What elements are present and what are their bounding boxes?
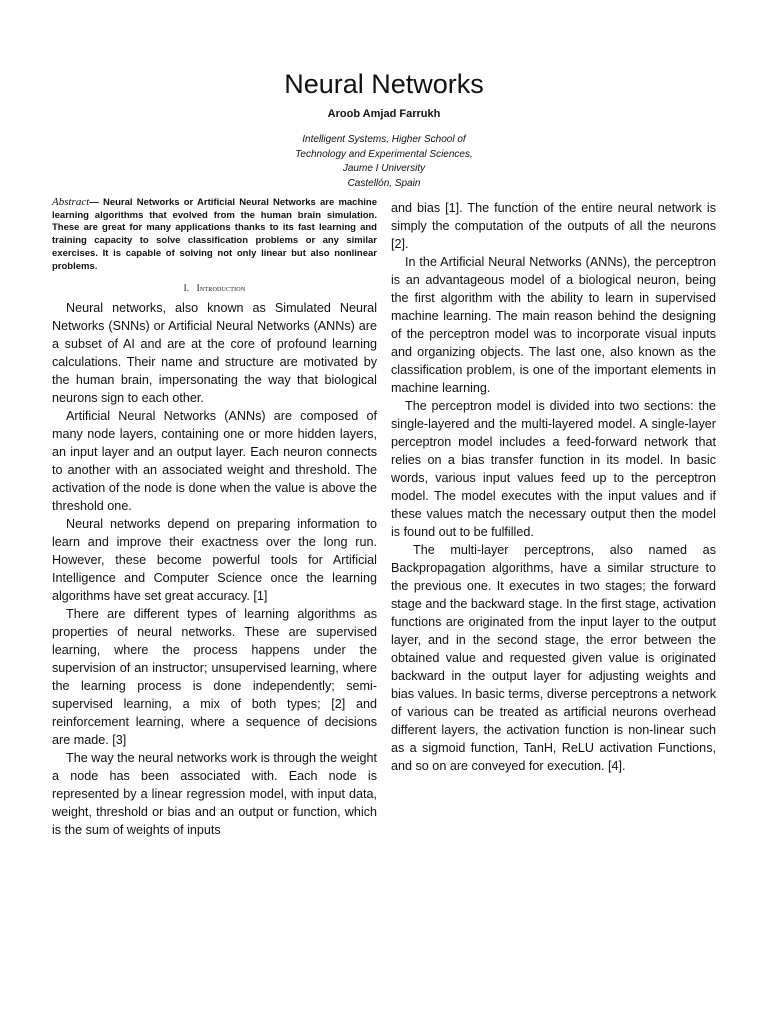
abstract-separator: — (89, 197, 99, 208)
left-column (52, 196, 377, 839)
paper-title: Neural Networks (284, 69, 484, 99)
section-heading (52, 283, 377, 293)
abstract-text: Neural Networks or Artificial Neural Networks are machine learning algorithms that evolved from the human brain simulation. These are great for many applications thanks to its fast learning and training capacity to solve classification problems or any similar exercises. It is capable of solving not only linear but also nonlinear problems. (52, 197, 377, 272)
body-paragraph: Neural networks depend on preparing information to learn and improve their exactness over the long run. However, these become powerful tools for Artificial Intelligence and Computer Science once the learning algorithms have set great accuracy. [1] (52, 517, 377, 604)
right-column (391, 199, 716, 775)
affiliation-line: Technology and Experimental Sciences, (295, 148, 473, 160)
body-paragraph: Neural networks, also known as Simulated Neural Networks (SNNs) or Artificial Neural Networks (ANNs) are a subset of AI and are at the core of profound learning calculations. Their name and structure are motivated by the human brain, impersonating the way that biological neurons sign to each other. (52, 301, 377, 406)
body-paragraph: Artificial Neural Networks (ANNs) are composed of many node layers, containing one or more hidden layers, an input layer and an output layer. Each neuron connects to another with an associated weight and threshold. The activation of the node is done when the value is above the threshold one. (52, 409, 377, 514)
affiliation-line: Castellón, Spain (347, 177, 421, 189)
abstract (52, 196, 377, 273)
affiliation-line: Intelligent Systems, Higher School of (302, 134, 466, 145)
abstract-label: Abstract (52, 196, 90, 208)
section-title: Introduction (196, 283, 246, 294)
author-name: Aroob Amjad Farrukh (327, 108, 441, 120)
body-paragraph: The multi-layer perceptrons, also named as Backpropagation algorithms, have a similar structure to the previous one. It executes in two stages; the forward stage and the backward stage. In the first stage, activation functions are originated from the input layer to the output layer, and in the second stage, the error between the obtained value and requested given value is originated backward in the output layer for adjusting weights and bias values. In basic terms, diverse perceptrons a network of various can be treated as artificial neurons overhead different layers, the activation function is non-linear such as a sigmoid function, TanH, ReLU activation Functions, and so on are conveyed for execution. [4]. (391, 543, 716, 773)
body-paragraph: In the Artificial Neural Networks (ANNs), the perceptron is an advantageous model of a biological neuron, being the first algorithm with the ability to learn in supervised machine learning. The main reason behind the designing of the perceptron model was to incorporate visual inputs and organizing objects. The last one, also known as the classification problem, is one of the important elements in machine learning. (391, 255, 716, 395)
section-number: I. (183, 283, 190, 294)
body-paragraph: The perceptron model is divided into two sections: the single-layered and the multi-layered model. A single-layer perceptron model includes a feed-forward network that relies on a bias transfer function in its model. In basic words, various input values feed up to the perceptron model. The model executes with the input values and if these values match the necessary output then the model is found out to be fulfilled. (391, 399, 716, 539)
body-paragraph: The way the neural networks work is through the weight a node has been associated with. Each node is represented by a linear regression model, with input data, weight, threshold or bias and an output or function, which is the sum of weights of inputs (52, 751, 377, 838)
affiliation-block (0, 133, 768, 191)
affiliation-line: Jaume I University (342, 163, 426, 174)
body-paragraph: and bias [1]. The function of the entire neural network is simply the computation of the outputs of all the neurons [2]. (391, 201, 716, 251)
body-paragraph: There are different types of learning algorithms as properties of neural networks. These are supervised learning, where the process happens under the supervision of an instructor; unsupervised learning, where the learning process is done independently; semi-supervised learning, a mix of both types; [2] and reinforcement learning, where a sequence of decisions are made. [3] (52, 607, 377, 748)
